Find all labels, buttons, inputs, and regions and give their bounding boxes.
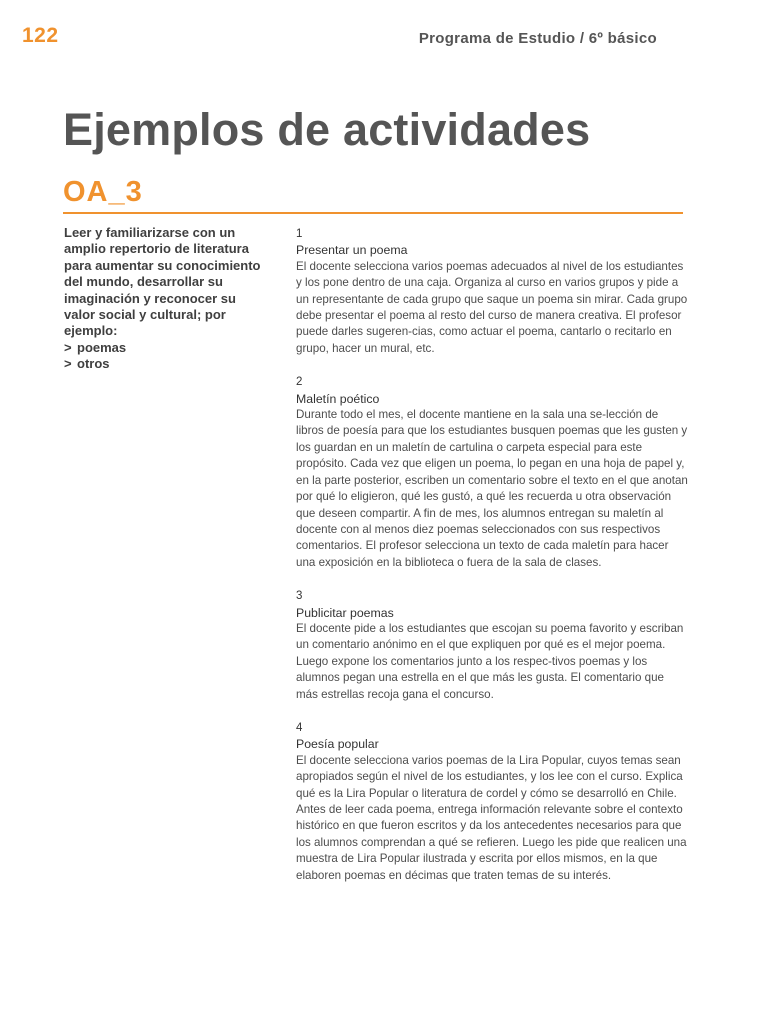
activity-3 — [296, 588, 688, 703]
activity-title: Publicitar poemas — [296, 605, 394, 620]
learning-objective — [64, 225, 269, 373]
objective-example-item — [64, 340, 269, 356]
activity-description: El docente selecciona varios poemas adecuados al nivel de los estudiantes y los pone dentro de una caja. Organiza al curso en varios grupos y pide a un representante de cada grupo que saque un poema sin mirar. Cada grupo debe presentar el poema al resto del curso de manera creativa. El profesor puede darles sugeren-cias, como actuar el poema, cantarlo o recitarlo en grupo, hacer un mural, etc. — [296, 259, 688, 355]
chevron-bullet-icon: > — [64, 339, 72, 355]
activity-number: 1 — [296, 228, 303, 240]
activity-title: Presentar un poema — [296, 243, 408, 258]
running-header: Programa de Estudio / 6º básico — [418, 30, 657, 47]
activity-2 — [296, 374, 688, 571]
activity-4 — [296, 720, 688, 884]
activity-title: Maletín poético — [296, 391, 380, 406]
objective-example-item — [64, 356, 269, 372]
learning-objective-code: OA_3 — [63, 176, 143, 208]
activity-description: El docente pide a los estudiantes que escojan su poema favorito y escriban un comentario anónimo en el que expliquen por qué es el mejor poema. Luego expone los comentarios junto a los respec-tivos poemas y los alumnos pegan una estrella en el que más les gusta. El comentario que más estrellas recoja gana el concurso. — [296, 621, 684, 701]
activity-number: 3 — [296, 590, 303, 603]
section-divider — [63, 212, 683, 214]
activity-description: Durante todo el mes, el docente mantiene en la sala una se-lección de libros de poesía para que los estudiantes busquen poemas que les gusten y los guardan en un maletín de cartulina o carpeta especial para este propósito. Cada vez que eligen un poema, lo pegan en una hoja de papel y, en la parte posterior, escriben un comentario sobre el texto en el que anotan por qué lo eligieron, qué les gustó, a qué les recuerda u otra observación que deseen compartir. A fin de mes, los alumnos entregan su maletín al docente con al menos diez poemas seleccionados con sus respectivos comentarios. El profesor selecciona un texto de cada maletín para hacer una exposición en la biblioteca o fuera de la sala de clases. — [296, 408, 688, 569]
page-number: 122 — [22, 24, 59, 47]
activity-1 — [296, 226, 688, 357]
activity-number: 4 — [296, 721, 303, 734]
objective-example-label: otros — [77, 356, 110, 372]
chevron-bullet-icon: > — [64, 356, 72, 372]
activities-column — [296, 226, 688, 901]
activity-description: El docente selecciona varios poemas de la Lira Popular, cuyos temas sean apropiados según el nivel de los estudiantes, y los lee con el curso. Explica qué es la Lira Popular o literatura de cordel y cómo se desarrolló en Chile. Antes de leer cada poema, entrega información relevante sobre el contexto histórico en que fueron escritos y da los antecedentes necesarios para que los alumnos comprendan a qué se refieren. Luego les pide que realicen una muestra de Lira Popular ilustrada y escrita por ellos mismos, en la que elaboren poemas en décimas que traten temas de su interés. — [296, 753, 687, 882]
objective-examples-list — [64, 340, 269, 373]
activity-number: 2 — [296, 376, 303, 389]
objective-example-label: poemas — [77, 339, 127, 355]
activity-title: Poesía popular — [296, 737, 379, 752]
page-title: Ejemplos de actividades — [63, 104, 591, 155]
objective-text: Leer y familiarizarse con un amplio repertorio de literatura para aumentar su conocimiento del mundo, desarrollar su imaginación y reconocer su valor social y cultural; por ejemplo: — [64, 225, 261, 339]
